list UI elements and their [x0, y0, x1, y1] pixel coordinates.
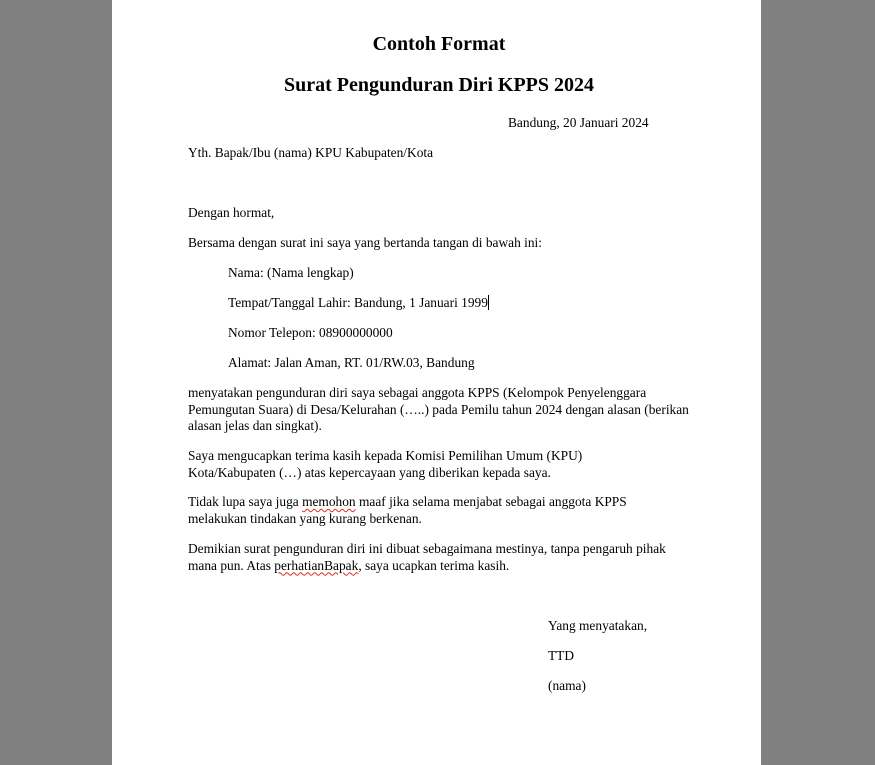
salutation: Dengan hormat,: [188, 205, 275, 220]
paragraph-apology: [188, 494, 678, 527]
recipient: Yth. Bapak/Ibu (nama) KPU Kabupaten/Kota: [188, 145, 434, 160]
paragraph-apology-text-start: Tidak lupa saya juga: [188, 494, 303, 509]
spellcheck-word-memohon[interactable]: memohon: [302, 494, 356, 509]
identity-birth-row: [228, 295, 489, 312]
signature-placeholder: TTD: [548, 648, 575, 663]
paragraph-closing: [188, 541, 688, 574]
heading-line-2: Surat Pengunduran Diri KPPS 2024: [283, 74, 595, 96]
text-cursor: [488, 295, 489, 310]
identity-name: Nama: (Nama lengkap): [228, 265, 354, 280]
identity-birth: Tempat/Tanggal Lahir: Bandung, 1 Januari 1999: [228, 295, 488, 310]
spellcheck-word-perhatianbapak[interactable]: perhatianBapak: [274, 557, 359, 573]
document-page[interactable]: [112, 0, 761, 765]
closing-statement: Yang menyatakan,: [548, 618, 648, 633]
date-place: Bandung, 20 Januari 2024: [508, 115, 649, 130]
paragraph-resignation: menyatakan pengunduran diri saya sebagai anggota KPPS (Kelompok Penyelenggara Pemungutan Suara) di Desa/Kelurahan (…..) pada Pemilu tahun 2024 dengan alasan (berikan alasan jelas dan singkat).: [188, 385, 689, 433]
paragraph-thanks: Saya mengucapkan terima kasih kepada Komisi Pemilihan Umum (KPU) Kota/Kabupaten (…) atas kepercayaan yang diberikan kepada saya.: [188, 448, 583, 480]
identity-phone: Nomor Telepon: 08900000000: [228, 325, 393, 340]
identity-address: Alamat: Jalan Aman, RT. 01/RW.03, Bandung: [228, 355, 475, 370]
paragraph-closing-text-end: , saya ucapkan terima kasih.: [358, 557, 510, 573]
heading-line-1: Contoh Format: [372, 33, 506, 55]
intro-text: Bersama dengan surat ini saya yang bertanda tangan di bawah ini:: [188, 235, 542, 250]
paragraph-closing-text-start: Demikian surat pengunduran diri ini dibuat sebagaimana mestinya, tanpa pengaruh pihak mana pun. Atas: [188, 541, 666, 573]
signer-name: (nama): [548, 678, 586, 693]
paragraph-apology-text-end: maaf jika selama menjabat sebagai anggota KPPS melakukan tindakan yang kurang berkenan.: [188, 494, 627, 526]
